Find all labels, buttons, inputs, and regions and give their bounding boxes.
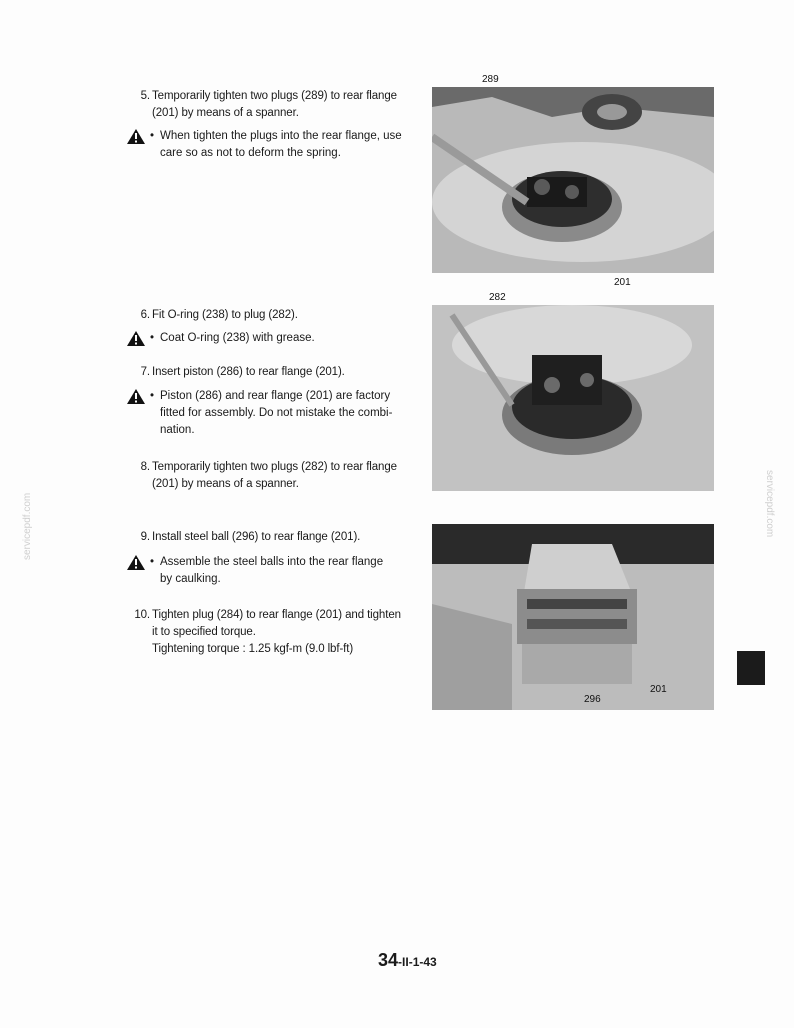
- page-number: [378, 950, 437, 971]
- photo-illustration: [432, 305, 714, 491]
- watermark-right: servicepdf.com: [764, 470, 775, 538]
- step-number: 5.: [140, 90, 150, 102]
- caution-line: Assemble the steel balls into the rear flange: [160, 556, 384, 568]
- step-line: Tightening torque : 1.25 kgf-m (9.0 lbf-ft): [152, 643, 354, 655]
- step-number: 7.: [140, 366, 150, 378]
- step-number: 10.: [134, 609, 150, 621]
- step-8: [140, 459, 422, 493]
- step-line: Fit O-ring (238) to plug (282).: [152, 309, 298, 321]
- step-line: (201) by means of a spanner.: [152, 107, 299, 119]
- photo-illustration: [432, 524, 714, 710]
- page-number-suffix: -II-1-43: [398, 955, 437, 969]
- step-number: 6.: [140, 309, 150, 321]
- warning-icon: [126, 554, 146, 571]
- warning-icon: [126, 128, 146, 145]
- callout-201-a: 201: [614, 277, 631, 288]
- caution-note: [150, 388, 408, 439]
- watermark-left: servicepdf.com: [22, 492, 33, 560]
- step-9: [140, 529, 422, 546]
- caution-line: care so as not to deform the spring.: [160, 147, 341, 159]
- step-line: it to specified torque.: [152, 626, 256, 638]
- callout-296: 296: [584, 694, 601, 705]
- callout-282: 282: [489, 292, 506, 303]
- caution-note: [150, 330, 420, 347]
- caution-note: [150, 554, 410, 588]
- photo-illustration: [432, 87, 714, 273]
- warning-icon: [126, 330, 146, 347]
- photo-plug-289: [432, 87, 714, 273]
- callout-201-b: 201: [650, 684, 667, 695]
- step-line: Insert piston (286) to rear flange (201).: [152, 366, 345, 378]
- step-number: 9.: [140, 531, 150, 543]
- warning-icon: [126, 388, 146, 405]
- caution-line: Coat O-ring (238) with grease.: [160, 332, 315, 344]
- callout-289: 289: [482, 74, 499, 85]
- step-line: (201) by means of a spanner.: [152, 478, 299, 490]
- page-number-main: 34: [378, 950, 399, 970]
- caution-line: nation.: [160, 424, 195, 436]
- section-tab: [737, 651, 765, 685]
- bullet-icon: •: [150, 556, 155, 568]
- caution-line: fitted for assembly. Do not mistake the combi-: [160, 407, 393, 419]
- photo-plug-282: [432, 305, 714, 491]
- step-10: [134, 607, 422, 658]
- step-5: [140, 88, 422, 122]
- step-line: Temporarily tighten two plugs (282) to rear flange: [152, 461, 397, 473]
- caution-line: When tighten the plugs into the rear flange, use: [160, 130, 402, 142]
- bullet-icon: •: [150, 130, 155, 142]
- bullet-icon: •: [150, 390, 155, 402]
- photo-steel-ball-296: [432, 524, 714, 710]
- step-line: Install steel ball (296) to rear flange (201).: [152, 531, 361, 543]
- caution-line: Piston (286) and rear flange (201) are factory: [160, 390, 391, 402]
- caution-note: [150, 128, 420, 162]
- step-6: [140, 307, 422, 324]
- step-7: [140, 364, 422, 381]
- step-line: Tighten plug (284) to rear flange (201) and tighten: [152, 609, 401, 621]
- step-number: 8.: [140, 461, 150, 473]
- caution-line: by caulking.: [160, 573, 221, 585]
- step-line: Temporarily tighten two plugs (289) to rear flange: [152, 90, 397, 102]
- bullet-icon: •: [150, 332, 155, 344]
